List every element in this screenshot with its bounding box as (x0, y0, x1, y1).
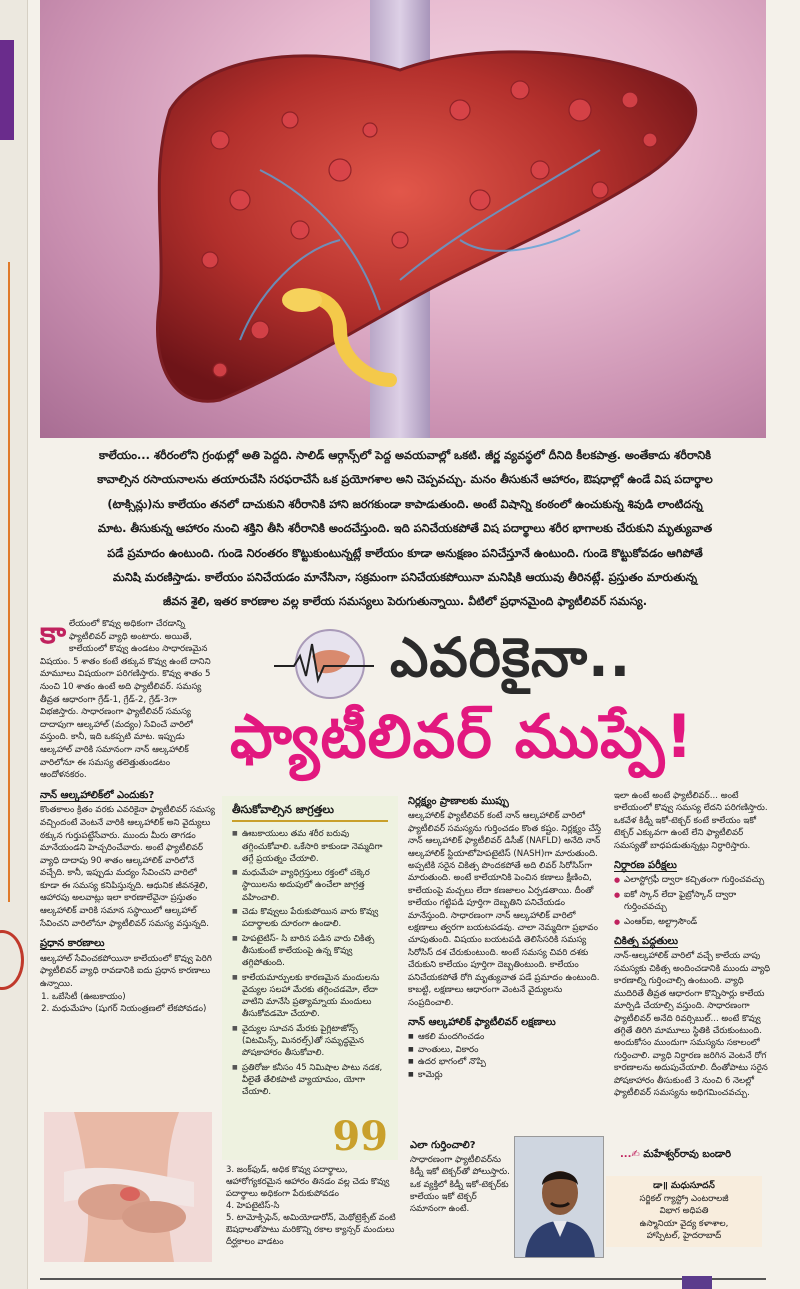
right-paragraph-1: ఇలా ఉంటే అంటే ఫ్యాటీలివర్... అంటే కాలేయంలో కొవ్వు సమస్య లేదని పరిగణిస్తారు. ఒకవేళ కిడ్నీ ఇకో-టెక్చర్ కంటే కాలేయం ఇకో టెక్చర్ ఎక్కువగా ఉంటే లేని ఫ్యాటీలివర్ సమస్యతో బాధపడుతున్నట్లు నిర్ధారిస్తారు. (614, 791, 768, 851)
intro-line: (టాక్సిన్లు)ను కాలేయం తనలో దాచుకుని శరీరానికి హాని జరగకుండా కాపాడుతుంది. అంటే విషాన్ని కంఠంలో ఉంచుకున్న శివుడి లాంటిదన్న (107, 497, 703, 511)
list-item: ■ ప్రతిరోజు కనీసం 45 నిమిషాల పాటు నడక, వీలైతే తేలికపాటి వ్యాయామం, యోగా చేయాలి. (232, 1062, 388, 1099)
adjacent-page-purple-block (0, 40, 14, 140)
liver-image (40, 0, 766, 438)
adjacent-page-orange-rule (8, 262, 10, 902)
right-heading-treatment (614, 936, 774, 948)
center-column (408, 796, 604, 1081)
left-paragraph-3: ఆల్కహాల్ సేవించకపోయినా కాలేయంలో కొవ్వు పెరిగి ఫ్యాటీలివర్ వ్యాధి రావడానికి ఐదు ప్రధాన కారణాలు ఉన్నాయి. (40, 953, 212, 990)
precautions-list (232, 828, 388, 1098)
how-to-identify (410, 1140, 510, 1215)
page-bottom-rule (40, 1278, 766, 1280)
causes-list (40, 991, 216, 1016)
list-item: ■ మధుమేహ వ్యాధిగ్రస్తులు రక్తంలో చక్కెర స్థాయిలను అదుపులో ఉంచేలా జాగ్రత్త వహించాలి. (232, 867, 388, 904)
list-item: ● ఐకో స్కాన్ లేదా ఫైబ్రోస్కాన్ ద్వారా గుర్తించవచ్చు (614, 889, 774, 914)
doctor-portrait (515, 1137, 604, 1258)
list-item: ■ ఆకలి మందగించడం (408, 1031, 604, 1043)
list-item: ■ వైద్యుల సూచన మేరకు పైగ్లిటాజోన్స్ (విటమిన్స్, మినరల్స్)తో సమృద్ధమైన పోషకాహారం తీసుకోవాలి. (232, 1023, 388, 1060)
center-heading-negligence: నిర్లక్ష్యం ప్రాణాలకు ముప్పు (408, 796, 509, 807)
precautions-box (222, 796, 398, 1160)
doctor-title-line: సర్జికల్ గ్యాస్ట్రో ఎంటరాలజీ (639, 1193, 729, 1204)
intro-line: జీవన శైలి, ఇతర కారణాల వల్ల కాలేయ సమస్యలు పెరుగుతున్నాయి. వీటిలో ప్రధానమైంది ఫ్యాటీలివర్ సమస్య. (163, 595, 647, 609)
list-item: ■ చెడు కొవ్వులు పేరుకుపోయిన వారు కొవ్వు పదార్థాలకు దూరంగా ఉండాలి. (232, 906, 388, 931)
intro-line: మాట. తీసుకున్న ఆహారం నుంచి శక్తిని తీసి శరీరానికి అందచేస్తుంది. ఇది పనిచేయకపోతే విష పదార్థాలు శరీర భాగాలకు చేరుకుని మృత్యువాత (97, 522, 713, 536)
left-paragraph-1 (40, 618, 216, 782)
adjacent-page-strip (0, 0, 28, 1289)
list-item: ● ఎలాస్టోగ్రఫీ ద్వారా కచ్చితంగా గుర్తించవచ్చు (614, 874, 774, 886)
right-column (614, 790, 774, 1099)
pen-icon: ...✍ (620, 1149, 640, 1160)
right-heading-tests-text: నిర్ధారణ పరీక్షలు (614, 860, 677, 872)
center-paragraph-1: ఆల్కహాలిక్ ఫ్యాటీలివర్ కంటే నాన్ ఆల్కహాలిక్ వారిలో ఫ్యాటీలివర్ సమస్యను గుర్తించడం కొంత కష్టం. నిర్లక్ష్యం చేస్తే నాన్ ఆల్కహాలిక్ ఫ్యాటీలివర్ డిసీజ్ (NAFLD) అనేది నాన్ ఆల్కహాలిక్ స్టియాటోహెపటైటిస్ (NASH)గా మారుతుంది. అప్పటికి సరైన చికిత్స పొందకపోతే అది లివర్ సిరోసిస్‌గా మారుతుంది. అంటే కాలేయానికి పెంచిన కణాలు క్షీణించి, కాలేయంపై మచ్చలు లేదా కణజాలం ఏర్పడతాయి. దీంతో కాలేయం గట్టిపడి పూర్తిగా దెబ్బతిని పనిచేయడం మానేస్తుంది. సాధారణంగా నాన్ ఆల్కహాలిక్ వారిలో లక్షణాలు త్వరగా బయటపడవు. చాలా నెమ్మదిగా ప్రభావం చూపుతుంది. విషయం బయటపడి తెలిసేసరికి సమస్య సిరోసిస్ దశ చేరుకుంటుంది. అంటే సమస్య చివరి దశకు చేరుకుని కాలేయం పూర్తిగా దెబ్బతింటుంది. కాలేయం పనిచేయకపోతే రోగి మృత్యువాత పడే ప్రమాదం ఉంటుంది. కాబట్టి, లక్షణాలు ఆధారంగా వెంటనే వైద్యులను సంప్రదించాలి. (408, 811, 602, 1008)
left-paragraph-1-text: లేయంలో కొవ్వు అధికంగా చేరడాన్ని ఫ్యాటీలివర్ వ్యాధి అంటారు. అయితే, కాలేయంలో కొవ్వు ఉండటం సాధారణమైన విషయం. 5 శాతం కంటే తక్కువ కొవ్వు ఉంటే దానిని మామూలు విషయంగా పరిగణిస్తారు. కొవ్వు శాతం 5 నుంచి 10 శాతం ఉంటే అది ఫ్యాటీలివర్. సమస్య తీవ్రత ఆధారంగా గ్రేడ్-1, గ్రేడ్-2, గ్రేడ్-3గా విభజిస్తారు. సాధారణంగా ఫ్యాటీలివర్ సమస్య దాదాపుగా ఆల్కహాల్ (మద్యం) సేవించే వారిలో వస్తుంది. కానీ, ఇది ఒకప్పటి మాట. ఇప్పుడు ఆల్కహాల్ వారికి సమానంగా నాన్ ఆల్కహాలిక్ వారిలోనూ ఈ సమస్య తలెత్తుతుండటం ఆందోళనకరం. (40, 619, 211, 781)
doctor-photo (514, 1136, 604, 1258)
intro-paragraph (44, 444, 766, 615)
list-item: ■ కామెర్లు (408, 1069, 604, 1081)
liver-heartbeat-icon (274, 626, 374, 702)
doctor-title-line: హాస్పిటల్, హైదరాబాద్ (646, 1231, 722, 1242)
list-item: ■ ఉదర భాగంలో నొప్పి (408, 1056, 604, 1068)
intro-line: మనిషి మరణిస్తాడు. కాలేయం పనిచేయడం మానేసినా, సక్రమంగా పనిచేయకపోయినా మనిషికి ఆయువు తీరినట్లే. ప్రస్తుతం మారుతున్న (112, 571, 698, 585)
dropcap: కా (40, 616, 67, 651)
quote-mark-icon: 99 (332, 1113, 388, 1160)
list-item: ■ ఊబకాయులు తమ శరీర బరువు తగ్గించుకోవాలి. ఒకేసారి కాకుండా నెమ్మదిగా తగ్గే ప్రయత్నం చేయాలి. (232, 828, 388, 865)
identify-paragraph: సాధారణంగా ఫ్యాటీలివర్‌ను కిడ్నీ ఇకో టెక్చర్‌తో పోలుస్తారు. ఒక వ్యక్తిలో కిడ్నీ ఇకో-టెక్చర్‌కు కాలేయం ఇకో టెక్చర్ సమానంగా ఉంటే. (410, 1155, 510, 1215)
list-item: 4. హెపటైటిస్-సి (226, 1201, 280, 1211)
left-heading-non-alcoholic-text: నాన్ ఆల్కహాలిక్‌లో ఎందుకు? (40, 789, 155, 801)
headline-line-2: ఫ్యాటీలివర్ ముప్పే! (230, 702, 694, 772)
author-byline (620, 1148, 780, 1162)
author-name: మహేశ్వర్‌రావు బండారి (643, 1149, 732, 1160)
center-heading-symptoms: నాన్ ఆల్కహాలిక్ ఫ్యాటీలివర్ లక్షణాలు (408, 1016, 556, 1028)
list-item: ● ఎంఆర్ఐ, అల్ట్రాసౌండ్ (614, 916, 774, 928)
tests-list (614, 874, 774, 928)
right-heading-tests (614, 860, 774, 872)
right-heading-treatment-text: చికిత్స పద్ధతులు (614, 936, 678, 948)
headline-line-1: ఎవరికైనా.. (390, 626, 632, 689)
list-item: ■ వాంతులు, వికారం (408, 1044, 604, 1056)
right-paragraph-2: నాన్-ఆల్కహాలిక్ వారిలో వచ్చే కాలేయ వాపు సమస్యకు చికిత్స అందించడానికి ముందు వ్యాధి కారణాల్ని గుర్తించాల్సి ఉంటుంది. వ్యాధి ముదిరితే తీవ్రత ఆధారంగా కొన్నిసార్లు కాలేయ మార్పిడి చేయాల్సి వస్తుంది. సాధారణంగా ఫ్యాటీలివర్ అనేది రివర్సిబుల్... అంటే కొవ్వు తగ్గితే తిరిగి మామూలు స్థితికి చేరుకుంటుంది. అందుకోసం ముందుగా సమస్యను సకాలంలో గుర్తించాలి. వ్యాధి నిర్ధారణ జరిగిన వెంటనే రోగ కారణాలను అదుపుచేయాలి. దీంతోపాటు సరైన పోషకాహారం తీసుకుంటే 3 నుంచి 6 నెలల్లో ఫ్యాటీలివర్ సమస్యను అధిగమించవచ్చు. (614, 951, 771, 1098)
intro-line: కాలేయం... శరీరంలోని గ్రంథుల్లో అతి పెద్దది. సాలిడ్ ఆర్గాన్స్‌లో పెద్ద అవయవాల్లో ఒకటి. జీర్ణ వ్యవస్థలో దీనిది కీలకపాత్ర. అంతేకాదు శరీరానికి (98, 449, 712, 462)
left-column (40, 618, 216, 1016)
doctor-title-line: విభాగ అధిపతి (659, 1206, 709, 1217)
doctor-caption (606, 1176, 762, 1247)
left-heading-causes-text: ప్రధాన కారణాలు (40, 938, 105, 950)
intro-line: పడే ప్రమాదం ఉంటుంది. గుండె నిరంతరం కొట్టుకుంటున్నట్లే కాలేయం కూడా అనుక్షణం పనిచేస్తూనే ఉంటుంది. గుండె కొట్టుకోవడం ఆగిపోతే (107, 546, 703, 560)
list-item: ■ హెపటైటిస్- సి బారిన పడిన వారు చికిత్స తీసుకుంటే కాలేయంపై ఉన్న కొవ్వు తగ్గిపోతుంది. (232, 933, 388, 970)
page-bottom-tag (682, 1276, 712, 1289)
left-paragraph-2: కొంతకాలం క్రితం వరకు ఎవరికైనా ఫ్యాటీలివర్ సమస్య వచ్చిందంటే వెంటనే వారికి ఆల్కహాలిక్ అని వైద్యులు ఠక్కున గుర్తుపట్టేసేవారు. ముందు మీరు తాగడం మానేయండని హెచ్చరించేవారు. అంటే ఫ్యాటీలివర్ వ్యాధి దాదాపు 90 శాతం ఆల్కహాలిక్ వారిలోనే వచ్చేది. కానీ, ఇప్పుడు మద్యం సేవించని వారిలో కూడా ఈ సమస్య కనిపిస్తున్నది. ఆధునిక జీవనశైలి, ఆహారపు అలవాట్లు ఇలా కారణాలేవైనా ప్రస్తుతం ఆల్కహాలిక్ వారికి సమాన సస్థాయిలో ఆల్కహాల్ సేవించని వారిలోనూ ఫ్యాటీలివర్ సమస్య వస్తున్నది. (40, 805, 215, 929)
list-item: 2. మధుమేహం (షుగర్ నియంత్రణలో లేకపోవడం) (52, 1003, 216, 1016)
list-item: 3. జంక్‌ఫుడ్, అధిక కొవ్వు పదార్థాలు, ఆహారోగ్యకరమైన ఆహారం తినడం వల్ల చెడు కొవ్వు పదార్థాలు అధికంగా పేరుకుపోవడం (226, 1165, 390, 1199)
list-item: ■ కాలేయమార్పులకు కారణమైన మందులను వైద్యుల సలహా మేరకు తగ్గించడమో, లేదా వాటిని మానేసి ప్రత్యామ్నాయ మందులు తీసుకోవడమో చేయాలి. (232, 972, 388, 1021)
list-item: 5. టామోక్సిఫెన్, అమియోడారోన్, మెథోట్రెక్సేట్ వంటి ఔషధాలతోపాటు మరికొన్ని రకాల క్యాన్సర్ మందులు దీర్ఘకాలం వాడటం (226, 1213, 396, 1247)
left-heading-causes (40, 938, 216, 951)
identify-heading: ఎలా గుర్తించాలి? (410, 1140, 476, 1151)
stomach-pain-photo (44, 1112, 212, 1262)
intro-line: కావాల్సిన రసాయనాలను తయారుచేసి సరఫరాచేసే ఒక ప్రయోగశాల అని చెప్పవచ్చు. మనం తీసుకునే ఆహారం, ఔషధాల్లో ఉండే విష పదార్థాల (97, 473, 713, 487)
list-item: 1. ఒబేసిటీ (ఊబకాయం) (52, 991, 216, 1004)
main-headline (222, 616, 782, 786)
precautions-title: తీసుకోవాల్సిన జాగ్రత్తలు (232, 804, 388, 822)
stomach-pain-image (44, 1112, 212, 1262)
doctor-name: డా॥ మధుసూదన్ (653, 1181, 715, 1191)
left-heading-non-alcoholic (40, 790, 216, 803)
symptoms-list (408, 1031, 604, 1081)
causes-continued (226, 1164, 398, 1248)
liver-illustration (40, 0, 766, 438)
doctor-title-line: ఉస్మానియా వైద్య కళాశాల, (639, 1218, 729, 1229)
